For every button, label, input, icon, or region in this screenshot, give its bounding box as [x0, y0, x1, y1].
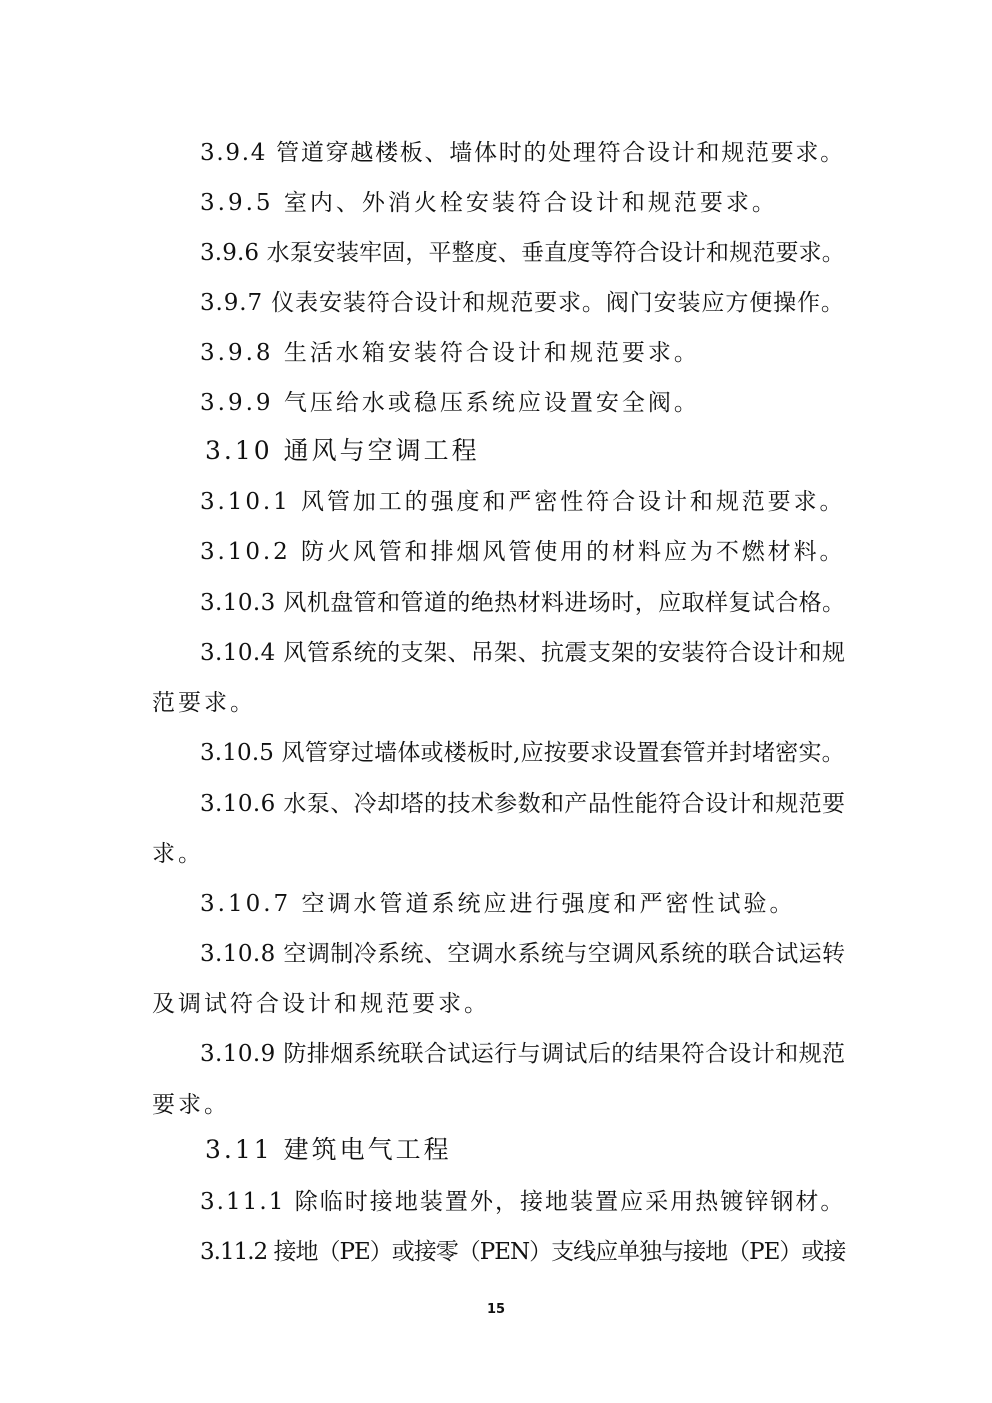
paragraph-3-10-5: 3.10.5 风管穿过墙体或楼板时,应按要求设置套管并封堵密实。	[200, 740, 845, 766]
paragraph-3-10-3: 3.10.3 风机盘管和管道的绝热材料进场时，应取样复试合格。	[200, 590, 846, 616]
paragraph-3-9-4: 3.9.4 管道穿越楼板、墙体时的处理符合设计和规范要求。	[200, 140, 845, 166]
section-heading-3-10: 3.10 通风与空调工程	[205, 436, 480, 465]
paragraph-3-10-6-line2: 求。	[152, 841, 204, 867]
paragraph-3-10-9-line1: 3.10.9 防排烟系统联合试运行与调试后的结果符合设计和规范	[200, 1041, 846, 1067]
paragraph-3-10-9-line2: 要求。	[152, 1092, 230, 1118]
paragraph-3-10-7: 3.10.7 空调水管道系统应进行强度和严密性试验。	[200, 891, 796, 917]
paragraph-3-10-4-line1: 3.10.4 风管系统的支架、吊架、抗震支架的安装符合设计和规	[200, 640, 846, 666]
paragraph-3-9-9: 3.9.9 气压给水或稳压系统应设置安全阀。	[200, 390, 700, 416]
section-heading-3-11: 3.11 建筑电气工程	[205, 1135, 452, 1164]
paragraph-3-10-1: 3.10.1 风管加工的强度和严密性符合设计和规范要求。	[200, 489, 846, 515]
paragraph-3-10-2: 3.10.2 防火风管和排烟风管使用的材料应为不燃材料。	[200, 539, 846, 565]
page-number: 15	[486, 1302, 506, 1317]
paragraph-3-11-1: 3.11.1 除临时接地装置外，接地装置应采用热镀锌钢材。	[200, 1189, 846, 1215]
paragraph-3-10-4-line2: 范要求。	[152, 690, 256, 716]
paragraph-3-9-8: 3.9.8 生活水箱安装符合设计和规范要求。	[200, 340, 700, 366]
paragraph-3-9-6: 3.9.6 水泵安装牢固，平整度、垂直度等符合设计和规范要求。	[200, 240, 845, 266]
paragraph-3-10-8-line2: 及调试符合设计和规范要求。	[152, 991, 490, 1017]
paragraph-3-11-2: 3.11.2 接地（PE）或接零（PEN）支线应单独与接地（PE）或接	[200, 1239, 846, 1265]
paragraph-3-9-5: 3.9.5 室内、外消火栓安装符合设计和规范要求。	[200, 190, 778, 216]
paragraph-3-10-8-line1: 3.10.8 空调制冷系统、空调水系统与空调风系统的联合试运转	[200, 941, 846, 967]
paragraph-3-9-7: 3.9.7 仪表安装符合设计和规范要求。阀门安装应方便操作。	[200, 290, 845, 316]
paragraph-3-10-6-line1: 3.10.6 水泵、冷却塔的技术参数和产品性能符合设计和规范要	[200, 791, 846, 817]
